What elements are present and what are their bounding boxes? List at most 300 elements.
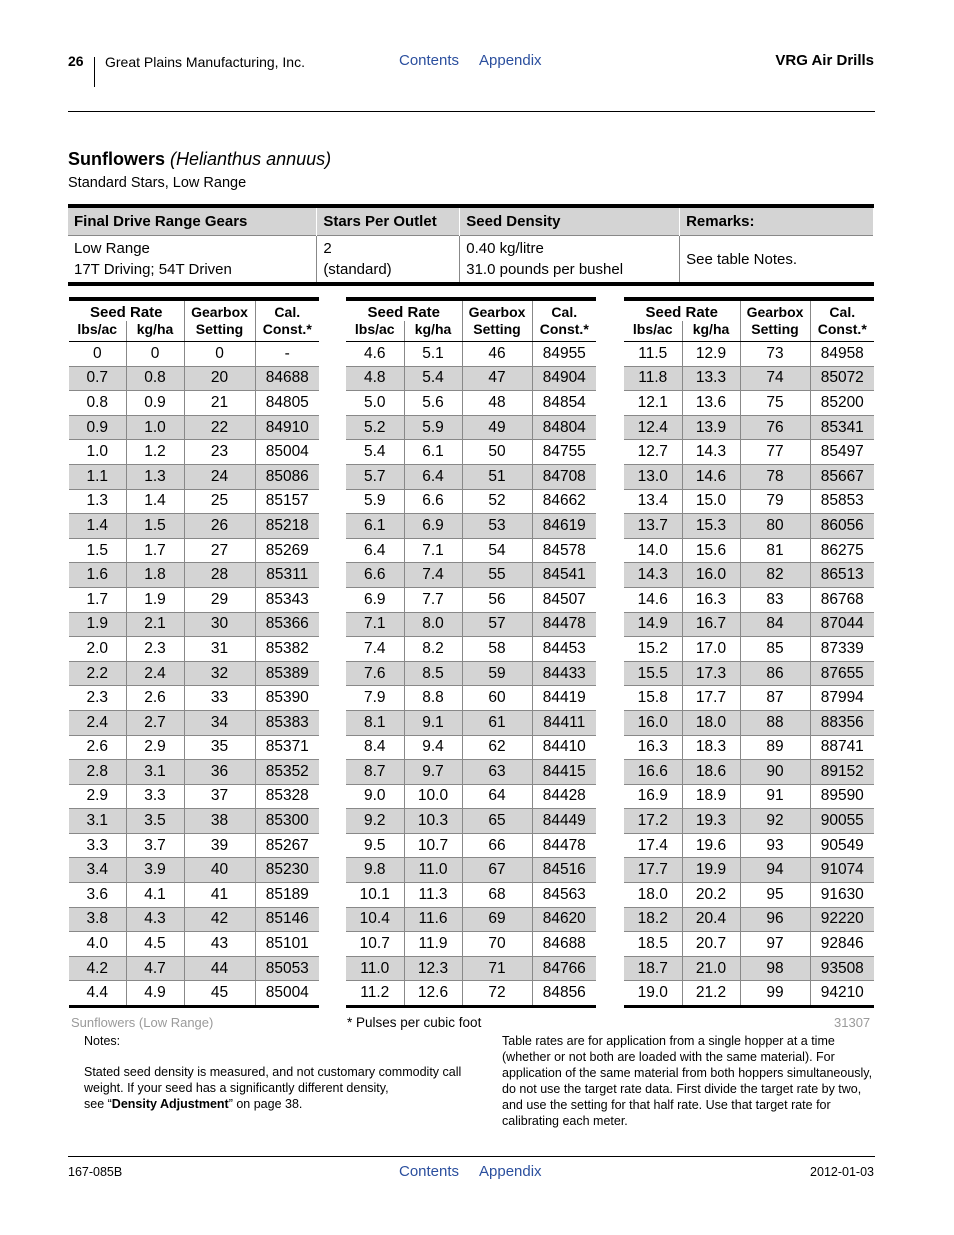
lbs-ac-cell: 1.3 — [69, 489, 126, 514]
gearbox-setting-cell: 94 — [740, 858, 810, 883]
cal-const-cell: 84958 — [810, 342, 874, 367]
lbs-ac-cell: 17.7 — [624, 858, 682, 883]
gearbox-setting-cell: 39 — [184, 833, 255, 858]
range-line-2: 17T Driving; 54T Driven — [74, 261, 232, 278]
kg-ha-cell: 15.0 — [682, 489, 740, 514]
table-row — [346, 563, 596, 588]
gearbox-setting-cell: 88 — [740, 710, 810, 735]
table-row — [624, 661, 874, 686]
lbs-ac-cell: 2.6 — [69, 735, 126, 760]
company-name: Great Plains Manufacturing, Inc. — [105, 54, 305, 70]
cal-const-cell: 85053 — [255, 956, 319, 981]
cal-const-cell: 84433 — [532, 661, 596, 686]
cal-const-cell: 86275 — [810, 538, 874, 563]
cal-const-cell: 85146 — [255, 907, 319, 932]
lbs-ac-cell: 4.2 — [69, 956, 126, 981]
gearbox-setting-cell: 41 — [184, 883, 255, 908]
cal-const-cell: 84619 — [532, 514, 596, 539]
lbs-ac-header: lbs/ac — [346, 321, 404, 342]
gearbox-setting-cell: 48 — [462, 391, 532, 416]
kg-ha-cell: 16.3 — [682, 587, 740, 612]
table-row — [624, 514, 874, 539]
table-row — [69, 587, 319, 612]
table-row — [346, 932, 596, 957]
kg-ha-cell: 5.6 — [404, 391, 462, 416]
appendix-link[interactable]: Appendix — [479, 52, 542, 69]
gearbox-setting-cell: 61 — [462, 710, 532, 735]
lbs-ac-cell: 18.0 — [624, 883, 682, 908]
lbs-ac-cell: 0.7 — [69, 366, 126, 391]
cal-const-cell: 85853 — [810, 489, 874, 514]
gearbox-setting-cell: 47 — [462, 366, 532, 391]
kg-ha-cell: 1.5 — [126, 514, 184, 539]
header-rule — [68, 111, 875, 112]
lbs-ac-cell: 15.2 — [624, 637, 682, 662]
kg-ha-cell: 15.3 — [682, 514, 740, 539]
kg-ha-cell: 6.9 — [404, 514, 462, 539]
gearbox-setting-cell: 99 — [740, 981, 810, 1007]
lbs-ac-cell: 7.4 — [346, 637, 404, 662]
table-row — [346, 809, 596, 834]
table-row — [346, 489, 596, 514]
table-row — [346, 612, 596, 637]
kg-ha-header: kg/ha — [404, 321, 462, 342]
gearbox-setting-cell: 72 — [462, 981, 532, 1007]
lbs-ac-cell: 6.6 — [346, 563, 404, 588]
cal-const-cell: 84856 — [532, 981, 596, 1007]
header-divider — [94, 57, 95, 87]
table-row — [69, 932, 319, 957]
lbs-ac-cell: 3.6 — [69, 883, 126, 908]
contents-link[interactable]: Contents — [399, 52, 460, 69]
table-row — [346, 883, 596, 908]
table-row — [346, 686, 596, 711]
lbs-ac-header: lbs/ac — [69, 321, 126, 342]
lbs-ac-cell: 14.0 — [624, 538, 682, 563]
kg-ha-cell: 3.5 — [126, 809, 184, 834]
gearbox-setting-cell: 96 — [740, 907, 810, 932]
gearbox-setting-cell: 68 — [462, 883, 532, 908]
gearbox-setting-cell: 89 — [740, 735, 810, 760]
gearbox-setting-cell: 52 — [462, 489, 532, 514]
cal-const-cell: 85352 — [255, 760, 319, 785]
cal-const-cell: 85101 — [255, 932, 319, 957]
lbs-ac-cell: 9.2 — [346, 809, 404, 834]
table-row — [624, 809, 874, 834]
table-row — [624, 710, 874, 735]
table-row — [346, 637, 596, 662]
cal-header: Cal. — [810, 299, 874, 321]
cal-const-cell: 84755 — [532, 440, 596, 465]
cal-const-cell: 84904 — [532, 366, 596, 391]
notes-see-line — [84, 1096, 474, 1112]
lbs-ac-cell: 13.7 — [624, 514, 682, 539]
gearbox-setting-cell: 63 — [462, 760, 532, 785]
table-row — [346, 735, 596, 760]
gearbox-setting-cell: 65 — [462, 809, 532, 834]
kg-ha-cell: 9.4 — [404, 735, 462, 760]
cal-const-cell: 85341 — [810, 415, 874, 440]
lbs-ac-cell: 9.8 — [346, 858, 404, 883]
cal-const-cell: 85366 — [255, 612, 319, 637]
kg-ha-cell: 19.9 — [682, 858, 740, 883]
gearbox-setting-cell: 34 — [184, 710, 255, 735]
kg-ha-cell: 1.2 — [126, 440, 184, 465]
table-row — [69, 956, 319, 981]
setting-header: Setting — [184, 321, 255, 342]
lbs-ac-cell: 6.9 — [346, 587, 404, 612]
lbs-ac-cell: 15.5 — [624, 661, 682, 686]
lbs-ac-cell: 11.5 — [624, 342, 682, 367]
kg-ha-cell: 16.0 — [682, 563, 740, 588]
lbs-ac-cell: 11.0 — [346, 956, 404, 981]
kg-ha-cell: 2.1 — [126, 612, 184, 637]
lbs-ac-cell: 1.4 — [69, 514, 126, 539]
gearbox-setting-cell: 40 — [184, 858, 255, 883]
lbs-ac-cell: 5.2 — [346, 415, 404, 440]
cal-const-cell: 84662 — [532, 489, 596, 514]
kg-ha-cell: 14.3 — [682, 440, 740, 465]
lbs-ac-cell: 18.5 — [624, 932, 682, 957]
lbs-ac-cell: 17.2 — [624, 809, 682, 834]
gearbox-setting-cell: 95 — [740, 883, 810, 908]
summary-header-range: Final Drive Range Gears — [68, 206, 317, 236]
kg-ha-cell: 8.5 — [404, 661, 462, 686]
gearbox-setting-cell: 91 — [740, 784, 810, 809]
density-line-2: 31.0 pounds per bushel — [466, 261, 624, 278]
gearbox-setting-cell: 49 — [462, 415, 532, 440]
cal-const-cell: 85382 — [255, 637, 319, 662]
seed-rate-table-1 — [69, 297, 319, 1008]
table-row — [624, 587, 874, 612]
figure-number: 31307 — [834, 1015, 871, 1030]
notes-right: Table rates are for application from a single hopper at a time (whether or not both are loaded with the same material). For application of the same material from both hoppers simultaneously, do not use the target rate data. First divide the target rate by two, and use the setting for that half rate. Use that target rate for calibrating each meter. — [502, 1034, 873, 1128]
gearbox-setting-cell: 97 — [740, 932, 810, 957]
cal-const-cell: 87044 — [810, 612, 874, 637]
kg-ha-cell: 18.0 — [682, 710, 740, 735]
cal-const-cell: 84708 — [532, 464, 596, 489]
gearbox-setting-cell: 53 — [462, 514, 532, 539]
table-row — [624, 956, 874, 981]
stars-line-1: 2 — [323, 240, 332, 257]
kg-ha-cell: 17.7 — [682, 686, 740, 711]
kg-ha-cell: 1.4 — [126, 489, 184, 514]
lbs-ac-cell: 2.0 — [69, 637, 126, 662]
kg-ha-cell: 6.1 — [404, 440, 462, 465]
summary-table — [68, 204, 874, 286]
table-row — [346, 366, 596, 391]
table-row — [624, 366, 874, 391]
table-row — [346, 587, 596, 612]
gearbox-setting-cell: 27 — [184, 538, 255, 563]
gearbox-setting-cell: 51 — [462, 464, 532, 489]
kg-ha-cell: 3.7 — [126, 833, 184, 858]
kg-ha-cell: 17.3 — [682, 661, 740, 686]
cal-const-cell: 85343 — [255, 587, 319, 612]
lbs-ac-cell: 3.8 — [69, 907, 126, 932]
lbs-ac-cell: 16.0 — [624, 710, 682, 735]
gearbox-setting-cell: 75 — [740, 391, 810, 416]
document-date: 2012-01-03 — [810, 1165, 874, 1179]
cal-const-cell: 85189 — [255, 883, 319, 908]
kg-ha-cell: 1.3 — [126, 464, 184, 489]
gearbox-setting-cell: 83 — [740, 587, 810, 612]
kg-ha-cell: 4.9 — [126, 981, 184, 1007]
lbs-ac-cell: 1.7 — [69, 587, 126, 612]
kg-ha-cell: 1.0 — [126, 415, 184, 440]
seed-rate-table-2 — [346, 297, 596, 1008]
title-latin-name: (Helianthus annuus) — [170, 149, 332, 169]
table-row — [624, 612, 874, 637]
lbs-ac-cell: 12.1 — [624, 391, 682, 416]
cal-const-cell: 84478 — [532, 612, 596, 637]
cal-const-cell: 85371 — [255, 735, 319, 760]
section-title — [68, 149, 331, 170]
lbs-ac-cell: 7.1 — [346, 612, 404, 637]
lbs-ac-cell: 3.1 — [69, 809, 126, 834]
lbs-ac-cell: 18.2 — [624, 907, 682, 932]
cal-const-cell: 84419 — [532, 686, 596, 711]
lbs-ac-cell: 12.7 — [624, 440, 682, 465]
cal-const-cell: 87339 — [810, 637, 874, 662]
lbs-ac-header: lbs/ac — [624, 321, 682, 342]
kg-ha-cell: 13.3 — [682, 366, 740, 391]
cal-const-cell: 84507 — [532, 587, 596, 612]
summary-remarks-cell: See table Notes. — [680, 236, 874, 285]
summary-range-cell — [68, 236, 317, 285]
gearbox-setting-cell: 31 — [184, 637, 255, 662]
lbs-ac-cell: 1.0 — [69, 440, 126, 465]
lbs-ac-cell: 2.4 — [69, 710, 126, 735]
kg-ha-cell: 6.6 — [404, 489, 462, 514]
const-header: Const.* — [532, 321, 596, 342]
cal-const-cell: 85300 — [255, 809, 319, 834]
kg-ha-cell: 2.6 — [126, 686, 184, 711]
lbs-ac-cell: 3.3 — [69, 833, 126, 858]
table-row — [346, 858, 596, 883]
kg-ha-cell: 4.3 — [126, 907, 184, 932]
lbs-ac-cell: 9.5 — [346, 833, 404, 858]
table-row — [69, 661, 319, 686]
cal-const-cell: 84804 — [532, 415, 596, 440]
kg-ha-cell: 19.6 — [682, 833, 740, 858]
gearbox-setting-cell: 50 — [462, 440, 532, 465]
title-common-name: Sunflowers — [68, 149, 166, 169]
kg-ha-cell: 9.1 — [404, 710, 462, 735]
notes-heading: Notes: — [84, 1034, 121, 1048]
footer-contents-link[interactable]: Contents — [399, 1163, 460, 1180]
cal-const-cell: 84766 — [532, 956, 596, 981]
cal-const-cell: 86513 — [810, 563, 874, 588]
lbs-ac-cell: 18.7 — [624, 956, 682, 981]
table-row — [69, 637, 319, 662]
density-adjustment-ref: Density Adjustment — [111, 1097, 229, 1111]
table-row — [69, 809, 319, 834]
cal-const-cell: 84688 — [532, 932, 596, 957]
table-row — [624, 858, 874, 883]
kg-ha-cell: 17.0 — [682, 637, 740, 662]
lbs-ac-cell: 5.4 — [346, 440, 404, 465]
cal-const-cell: 84410 — [532, 735, 596, 760]
seed-rate-header: Seed Rate — [624, 299, 740, 321]
gearbox-setting-cell: 69 — [462, 907, 532, 932]
cal-const-cell: 85004 — [255, 440, 319, 465]
table-row — [624, 440, 874, 465]
gearbox-setting-cell: 45 — [184, 981, 255, 1007]
kg-ha-cell: 7.1 — [404, 538, 462, 563]
gearbox-setting-cell: 33 — [184, 686, 255, 711]
gearbox-setting-cell: 71 — [462, 956, 532, 981]
table-row — [69, 858, 319, 883]
table-row — [624, 391, 874, 416]
kg-ha-cell: 11.3 — [404, 883, 462, 908]
range-line-1: Low Range — [74, 240, 150, 257]
notes-left — [84, 1033, 474, 1112]
lbs-ac-cell: 13.0 — [624, 464, 682, 489]
table-row — [624, 686, 874, 711]
table-row — [346, 784, 596, 809]
table-row — [69, 710, 319, 735]
kg-ha-cell: 2.7 — [126, 710, 184, 735]
cal-const-cell: 85383 — [255, 710, 319, 735]
cal-const-cell: 85230 — [255, 858, 319, 883]
gearbox-setting-cell: 37 — [184, 784, 255, 809]
kg-ha-cell: 1.8 — [126, 563, 184, 588]
lbs-ac-cell: 5.7 — [346, 464, 404, 489]
lbs-ac-cell: 8.7 — [346, 760, 404, 785]
footer-rule — [68, 1156, 875, 1157]
table-row — [624, 833, 874, 858]
kg-ha-cell: 13.6 — [682, 391, 740, 416]
kg-ha-cell: 7.7 — [404, 587, 462, 612]
lbs-ac-cell: 0 — [69, 342, 126, 367]
gearbox-setting-cell: 20 — [184, 366, 255, 391]
table-row — [69, 415, 319, 440]
cal-const-cell: 84955 — [532, 342, 596, 367]
gearbox-setting-cell: 64 — [462, 784, 532, 809]
lbs-ac-cell: 1.1 — [69, 464, 126, 489]
gearbox-setting-cell: 32 — [184, 661, 255, 686]
see-suffix: ” on page 38. — [228, 1097, 303, 1111]
kg-ha-cell: 20.4 — [682, 907, 740, 932]
gearbox-setting-cell: 73 — [740, 342, 810, 367]
gearbox-setting-cell: 84 — [740, 612, 810, 637]
cal-const-cell: 89152 — [810, 760, 874, 785]
lbs-ac-cell: 10.1 — [346, 883, 404, 908]
notes-density-text: Stated seed density is measured, and not customary commodity call weight. If your seed has a significantly different density, — [84, 1065, 462, 1095]
cal-const-cell: 84478 — [532, 833, 596, 858]
gearbox-setting-cell: 54 — [462, 538, 532, 563]
table-row — [346, 760, 596, 785]
cal-header: Cal. — [255, 299, 319, 321]
cal-const-cell: 85072 — [810, 366, 874, 391]
lbs-ac-cell: 1.6 — [69, 563, 126, 588]
table-row — [69, 538, 319, 563]
lbs-ac-cell: 11.8 — [624, 366, 682, 391]
kg-ha-cell: 21.2 — [682, 981, 740, 1007]
const-header: Const.* — [810, 321, 874, 342]
cal-const-cell: 85218 — [255, 514, 319, 539]
gearbox-setting-cell: 57 — [462, 612, 532, 637]
gearbox-setting-cell: 56 — [462, 587, 532, 612]
kg-ha-cell: 13.9 — [682, 415, 740, 440]
gearbox-setting-cell: 78 — [740, 464, 810, 489]
summary-stars-cell — [317, 236, 460, 285]
gearbox-setting-cell: 23 — [184, 440, 255, 465]
kg-ha-cell: 8.2 — [404, 637, 462, 662]
lbs-ac-cell: 5.9 — [346, 489, 404, 514]
kg-ha-cell: 18.6 — [682, 760, 740, 785]
table-row — [346, 956, 596, 981]
cal-const-cell: 84428 — [532, 784, 596, 809]
cal-const-cell: 90549 — [810, 833, 874, 858]
table-row — [346, 907, 596, 932]
kg-ha-cell: 12.9 — [682, 342, 740, 367]
seed-rate-header: Seed Rate — [346, 299, 462, 321]
footnote: * Pulses per cubic foot — [347, 1015, 482, 1030]
kg-ha-cell: 4.5 — [126, 932, 184, 957]
table-row — [69, 342, 319, 367]
lbs-ac-cell: 0.8 — [69, 391, 126, 416]
cal-const-cell: - — [255, 342, 319, 367]
table-row — [624, 415, 874, 440]
page-number: 26 — [68, 53, 84, 69]
table-row — [624, 907, 874, 932]
kg-ha-cell: 12.3 — [404, 956, 462, 981]
lbs-ac-cell: 8.4 — [346, 735, 404, 760]
kg-ha-cell: 11.0 — [404, 858, 462, 883]
cal-header: Cal. — [532, 299, 596, 321]
cal-const-cell: 85200 — [810, 391, 874, 416]
kg-ha-cell: 20.7 — [682, 932, 740, 957]
table-row — [346, 538, 596, 563]
cal-const-cell: 88356 — [810, 710, 874, 735]
kg-ha-cell: 5.1 — [404, 342, 462, 367]
lbs-ac-cell: 4.6 — [346, 342, 404, 367]
kg-ha-cell: 1.7 — [126, 538, 184, 563]
table-row — [69, 907, 319, 932]
lbs-ac-cell: 2.3 — [69, 686, 126, 711]
gearbox-setting-cell: 36 — [184, 760, 255, 785]
table-row — [624, 464, 874, 489]
gearbox-setting-cell: 98 — [740, 956, 810, 981]
table-row — [69, 612, 319, 637]
summary-header-remarks: Remarks: — [680, 206, 874, 236]
kg-ha-cell: 8.8 — [404, 686, 462, 711]
kg-ha-cell: 4.7 — [126, 956, 184, 981]
cal-const-cell: 92220 — [810, 907, 874, 932]
footer-appendix-link[interactable]: Appendix — [479, 1163, 542, 1180]
kg-ha-cell: 19.3 — [682, 809, 740, 834]
kg-ha-cell: 3.3 — [126, 784, 184, 809]
kg-ha-cell: 3.1 — [126, 760, 184, 785]
cal-const-cell: 84805 — [255, 391, 319, 416]
table-row — [624, 735, 874, 760]
product-name: VRG Air Drills — [775, 52, 874, 69]
cal-const-cell: 84541 — [532, 563, 596, 588]
cal-const-cell: 84854 — [532, 391, 596, 416]
cal-const-cell: 85267 — [255, 833, 319, 858]
kg-ha-cell: 9.7 — [404, 760, 462, 785]
gearbox-setting-cell: 43 — [184, 932, 255, 957]
cal-const-cell: 92846 — [810, 932, 874, 957]
gearbox-setting-cell: 81 — [740, 538, 810, 563]
cal-const-cell: 91074 — [810, 858, 874, 883]
table-row — [624, 981, 874, 1007]
gearbox-setting-cell: 74 — [740, 366, 810, 391]
table-row — [346, 391, 596, 416]
lbs-ac-cell: 4.0 — [69, 932, 126, 957]
